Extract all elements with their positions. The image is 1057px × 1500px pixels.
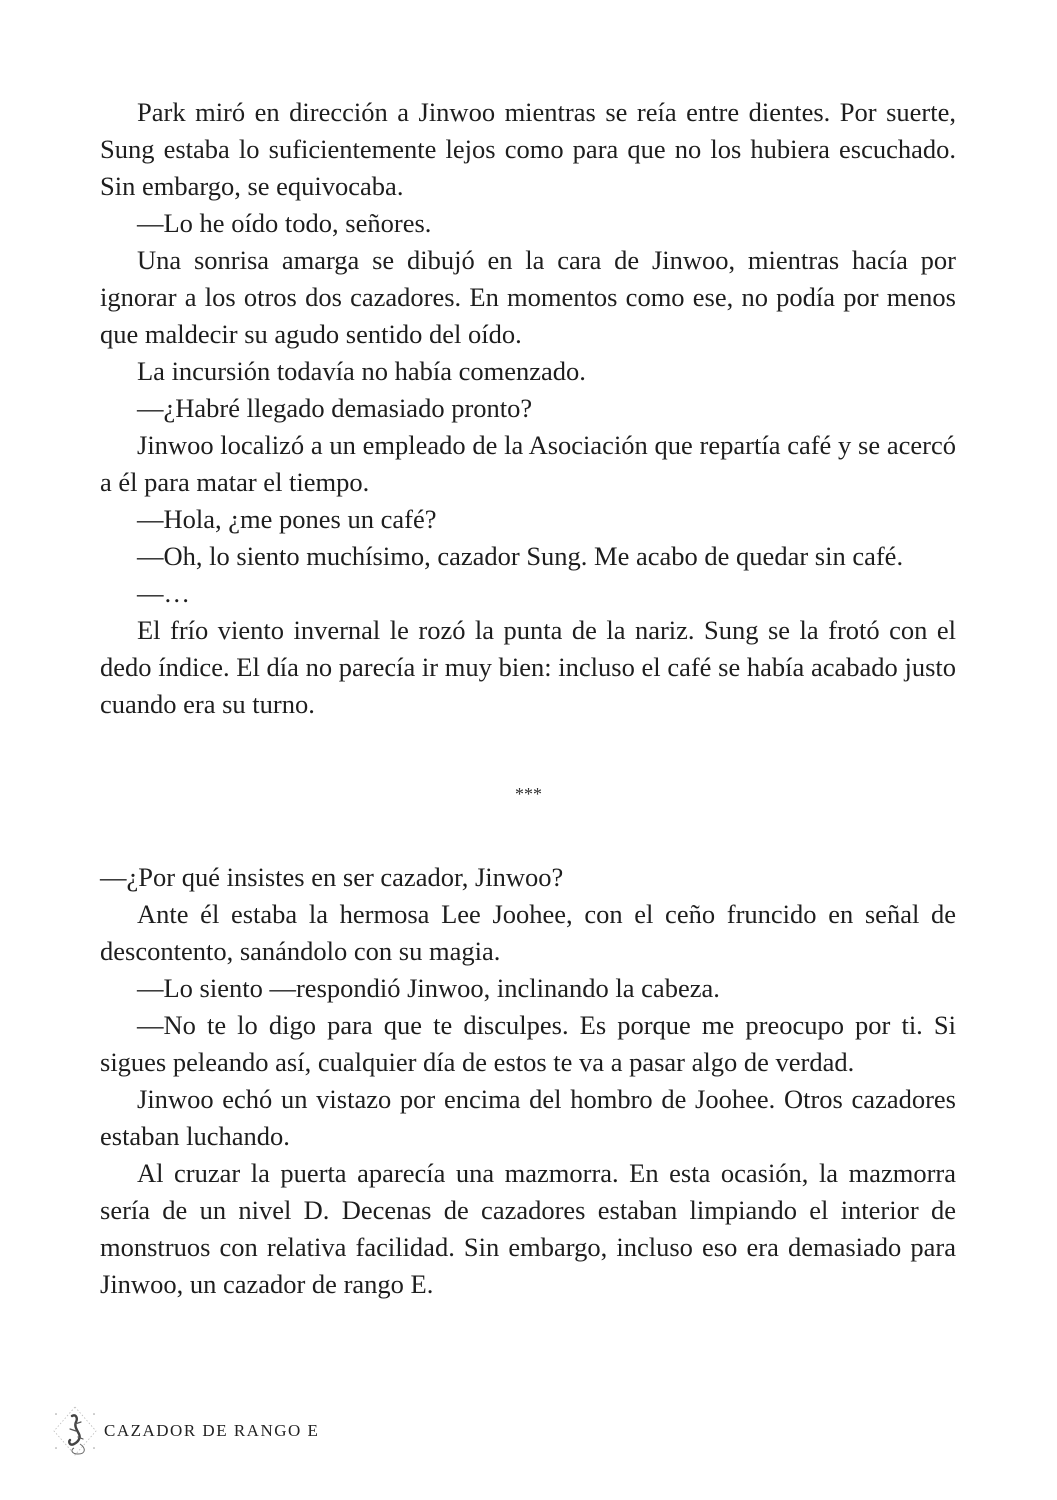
section-2 <box>100 859 956 1303</box>
paragraph: —Hola, ¿me pones un café? <box>137 504 437 534</box>
paragraph: Park miró en dirección a Jinwoo mientras se reía entre dientes. Por suerte, Sung estaba lo suficientemente lejos como para que no los hubiera escuchado. Sin embargo, se equivocaba. <box>100 97 956 201</box>
paragraph: La incursión todavía no había comenzado. <box>137 356 586 386</box>
paragraph: —Oh, lo siento muchísimo, cazador Sung. Me acabo de quedar sin café. <box>137 541 904 571</box>
paragraph: —¿Por qué insistes en ser cazador, Jinwoo? <box>100 862 564 892</box>
page-footer <box>50 1404 319 1458</box>
paragraph: Al cruzar la puerta aparecía una mazmorra. En esta ocasión, la mazmorra sería de un nivel D. Decenas de cazadores estaban limpiando el interior de monstruos con relativa facilidad. Sin embargo, incluso eso era demasiado para Jinwoo, un cazador de rango E. <box>100 1158 956 1299</box>
paragraph: Jinwoo echó un vistazo por encima del hombro de Joohee. Otros cazadores estaban luchando. <box>100 1084 956 1151</box>
paragraph: —Lo siento —respondió Jinwoo, inclinando la cabeza. <box>137 973 720 1003</box>
section-1 <box>100 94 956 723</box>
lizard-emblem-icon <box>50 1404 100 1458</box>
paragraph: Una sonrisa amarga se dibujó en la cara de Jinwoo, mientras hacía por ignorar a los otros dos cazadores. En momentos como ese, no podía por menos que maldecir su agudo sentido del oído. <box>100 245 956 349</box>
paragraph: —Lo he oído todo, señores. <box>137 208 432 238</box>
paragraph: Ante él estaba la hermosa Lee Joohee, con el ceño fruncido en señal de descontento, sanándolo con su magia. <box>100 899 956 966</box>
paragraph: Jinwoo localizó a un empleado de la Asociación que repartía café y se acercó a él para matar el tiempo. <box>100 430 956 497</box>
section-separator: *** <box>515 784 542 804</box>
paragraph: —¿Habré llegado demasiado pronto? <box>137 393 533 423</box>
paragraph: El frío viento invernal le rozó la punta de la nariz. Sung se la frotó con el dedo índice. El día no parecía ir muy bien: incluso el café se había acabado justo cuando era su turno. <box>100 615 956 719</box>
paragraph: —… <box>137 578 190 608</box>
paragraph: —No te lo digo para que te disculpes. Es porque me preocupo por ti. Si sigues peleando así, cualquier día de estos te va a pasar algo de verdad. <box>100 1010 956 1077</box>
book-title: CAZADOR DE RANGO E <box>104 1421 320 1440</box>
